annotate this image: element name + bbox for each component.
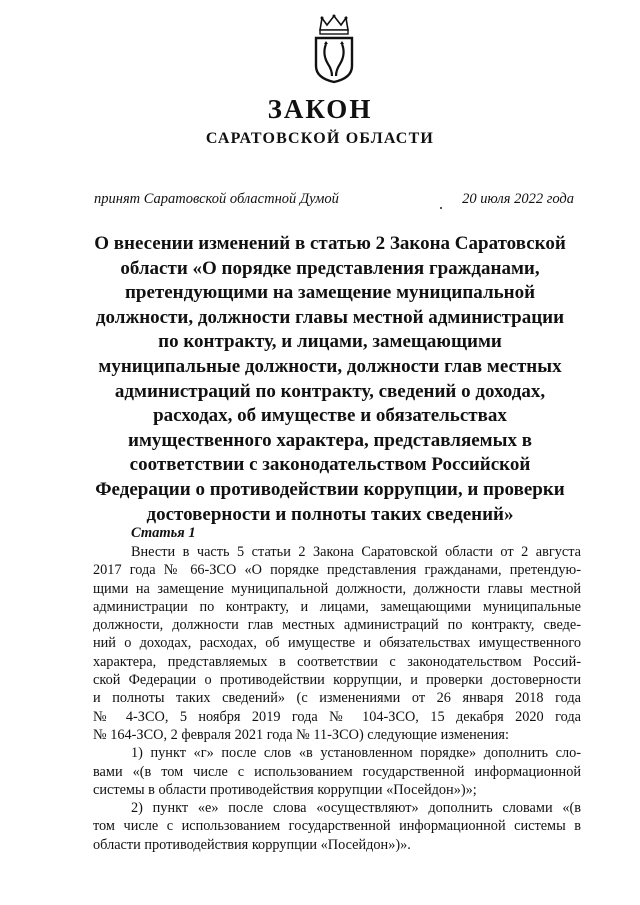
adoption-body: принят Саратовской областной Думой [94,191,339,207]
law-title-line: расходах, об имуществе и обязательствах [153,405,507,427]
law-title-line: муниципальные должности, должности глав местных [98,355,562,377]
saratov-coat-of-arms-icon [312,14,356,84]
article-body [93,543,581,854]
article-line: № 164-ЗСО, 2 февраля 2021 года № 11-ЗСО) следующие изменения: [93,726,509,743]
article-line: должности, должности глав местных администраций по контракту, сведе- [93,617,581,634]
article-line: 2017 года № 66-ЗСО «О порядке представления гражданами, претендую- [93,562,581,579]
law-title-line: соответствии с законодательством Российской [129,454,531,476]
article-line: щими на замещение муниципальной должности, должности главы местной [93,580,581,597]
law-title-line: по контракту, и лицами, замещающими [158,331,502,353]
article-line: области противодействия коррупции «Посейдон»)». [93,836,411,853]
scan-speck [440,207,442,209]
article-line: ской Федерации о противодействии коррупции, и проверки достоверности [93,672,581,689]
article-heading: Статья 1 [131,525,196,541]
law-title [80,232,580,527]
law-title-line: области «О порядке представления гражданами, [120,257,540,279]
article-line: Внести в часть 5 статьи 2 Закона Саратовской области от 2 августа [131,544,581,560]
law-title-line: имущественного характера, представляемых в [128,429,532,451]
law-title-line: достоверности и полноты таких сведений» [146,503,514,525]
document-title: ЗАКОН [267,94,373,124]
document-subtitle: САРАТОВСКОЙ ОБЛАСТИ [205,130,435,147]
article-line: системы в области противодействия коррупции «Посейдон»)»; [93,781,477,798]
article-line: характера, представляемых в соответствии с законодательством Россий- [93,653,581,670]
article-line: 2) пункт «е» после слова «осуществляют» дополнить словами «(в [131,800,581,817]
article-line: 1) пункт «г» после слов «в установленном порядке» дополнить сло- [131,745,581,762]
article-line: ний о доходах, расходах, об имуществе и обязательствах имущественного [93,635,581,652]
law-title-line: должности, должности главы местной администрации [95,306,565,328]
law-title-line: О внесении изменений в статью 2 Закона Саратовской [94,233,566,254]
article-line: администрации по контракту, и лицами, замещающими муниципальные [93,598,581,615]
law-title-line: претендующими на замещение муниципальной [124,282,536,304]
law-title-line: Федерации о противодействии коррупции, и проверки [95,478,565,500]
law-title-line: администраций по контракту, сведений о доходах, [114,380,546,402]
article-line: вами «(в том числе с использованием государственной информационной [93,763,581,780]
adoption-date: 20 июля 2022 года [462,191,574,207]
article-line: № 4-ЗСО, 5 ноября 2019 года № 104-ЗСО, 15 декабря 2020 года [93,708,581,725]
article-line: и полноты таких сведений» (с изменениями от 26 января 2018 года [93,690,581,707]
article-line: том числе с использованием государственной информационной системы в [93,818,581,835]
